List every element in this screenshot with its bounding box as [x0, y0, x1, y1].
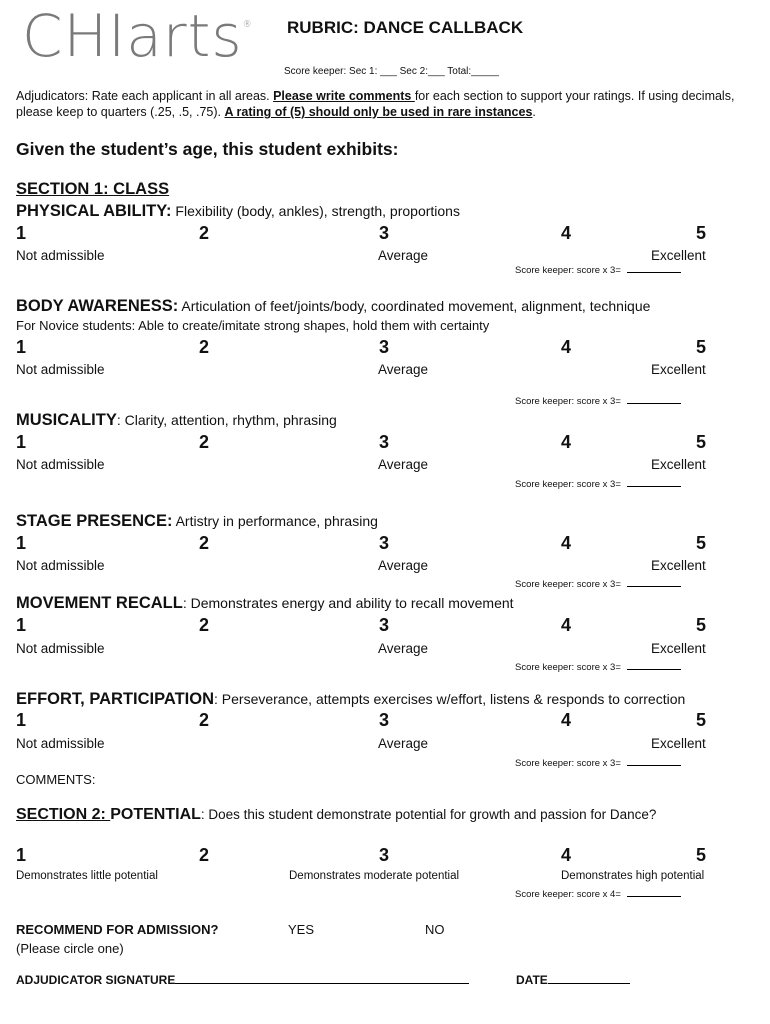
- section1-title: SECTION 1: CLASS: [16, 180, 170, 198]
- rating-5[interactable]: 5: [696, 223, 707, 243]
- score-keeper-field[interactable]: Score keeper: score x 3=: [515, 758, 681, 769]
- score-keeper-field[interactable]: Score keeper: score x 3=: [515, 265, 681, 276]
- novice-note: For Novice students: Able to create/imitate strong shapes, hold them with certainty: [16, 318, 490, 333]
- criterion-effort-participation: EFFORT, PARTICIPATION: Perseverance, attempts exercises w/effort, listens & responds to correction: [16, 690, 686, 708]
- score-keeper-field[interactable]: Score keeper: score x 3=: [515, 396, 681, 407]
- chiarts-logo: CHIarts®: [22, 2, 253, 70]
- score-keeper-field[interactable]: Score keeper: score x 3=: [515, 479, 681, 490]
- criterion-body-awareness: BODY AWARENESS: Articulation of feet/joints/body, coordinated movement, alignment, technique: [16, 297, 651, 315]
- circle-instruction: (Please circle one): [16, 941, 124, 956]
- rating-1[interactable]: 1: [16, 337, 27, 357]
- rating-3[interactable]: 3: [379, 845, 390, 865]
- rating-2[interactable]: 2: [199, 710, 210, 730]
- rating-5[interactable]: 5: [696, 615, 707, 635]
- rating-4[interactable]: 4: [561, 223, 572, 243]
- rating-5[interactable]: 5: [696, 337, 707, 357]
- signature-field[interactable]: ADJUDICATOR SIGNATURE: [16, 973, 469, 987]
- option-no[interactable]: NO: [425, 922, 445, 937]
- rating-5[interactable]: 5: [696, 533, 707, 553]
- rating-2[interactable]: 2: [199, 337, 210, 357]
- rating-1[interactable]: 1: [16, 710, 27, 730]
- rating-3[interactable]: 3: [379, 432, 390, 452]
- rating-4[interactable]: 4: [561, 533, 572, 553]
- rating-3[interactable]: 3: [379, 223, 390, 243]
- rating-2[interactable]: 2: [199, 615, 210, 635]
- criterion-stage-presence: STAGE PRESENCE: Artistry in performance, phrasing: [16, 512, 378, 530]
- criterion-physical-ability: PHYSICAL ABILITY: Flexibility (body, ankles), strength, proportions: [16, 202, 460, 220]
- rating-scale: [16, 337, 708, 359]
- rating-2[interactable]: 2: [199, 533, 210, 553]
- rating-5[interactable]: 5: [696, 432, 707, 452]
- potential-scale: [16, 845, 708, 867]
- section2-title: SECTION 2: POTENTIAL: Does this student demonstrate potential for growth and passion for Dance?: [16, 806, 657, 823]
- option-yes[interactable]: YES: [288, 922, 315, 937]
- rating-3[interactable]: 3: [379, 710, 390, 730]
- rating-3[interactable]: 3: [379, 533, 390, 553]
- main-heading: Given the student’s age, this student exhibits:: [16, 139, 399, 159]
- rating-1[interactable]: 1: [16, 432, 27, 452]
- score-keeper-field[interactable]: Score keeper: score x 4=: [515, 889, 681, 900]
- recommend-question: RECOMMEND FOR ADMISSION?: [16, 922, 219, 937]
- criterion-musicality: MUSICALITY: Clarity, attention, rhythm, phrasing: [16, 411, 337, 429]
- rating-5[interactable]: 5: [696, 710, 707, 730]
- rating-4[interactable]: 4: [561, 845, 572, 865]
- rating-4[interactable]: 4: [561, 615, 572, 635]
- date-field[interactable]: DATE: [516, 973, 630, 987]
- rating-4[interactable]: 4: [561, 337, 572, 357]
- score-keeper-field[interactable]: Score keeper: score x 3=: [515, 662, 681, 673]
- rating-scale: [16, 223, 708, 245]
- scorekeeper-totals: Score keeper: Sec 1: ___ Sec 2:___ Total:_____: [284, 66, 499, 77]
- rating-2[interactable]: 2: [199, 845, 210, 865]
- rating-2[interactable]: 2: [199, 223, 210, 243]
- rating-scale: [16, 533, 708, 555]
- rating-1[interactable]: 1: [16, 845, 27, 865]
- rating-2[interactable]: 2: [199, 432, 210, 452]
- rating-3[interactable]: 3: [379, 615, 390, 635]
- rating-scale: [16, 615, 708, 637]
- rating-1[interactable]: 1: [16, 533, 27, 553]
- criterion-movement-recall: MOVEMENT RECALL: Demonstrates energy and ability to recall movement: [16, 594, 514, 612]
- rating-5[interactable]: 5: [696, 845, 707, 865]
- rating-scale: [16, 710, 708, 732]
- rating-3[interactable]: 3: [379, 337, 390, 357]
- rating-scale: [16, 432, 708, 454]
- rating-4[interactable]: 4: [561, 432, 572, 452]
- rating-1[interactable]: 1: [16, 223, 27, 243]
- score-keeper-field[interactable]: Score keeper: score x 3=: [515, 579, 681, 590]
- rating-4[interactable]: 4: [561, 710, 572, 730]
- comments-label: COMMENTS:: [16, 772, 96, 787]
- rating-1[interactable]: 1: [16, 615, 27, 635]
- instructions: Adjudicators: Rate each applicant in all areas. Please write comments for each section to support your ratings. If using decimals, please keep to quarters (.25, .5, .75). A rating of (5) should only be used in rare instances.: [16, 89, 735, 119]
- page-title: RUBRIC: DANCE CALLBACK: [287, 18, 524, 37]
